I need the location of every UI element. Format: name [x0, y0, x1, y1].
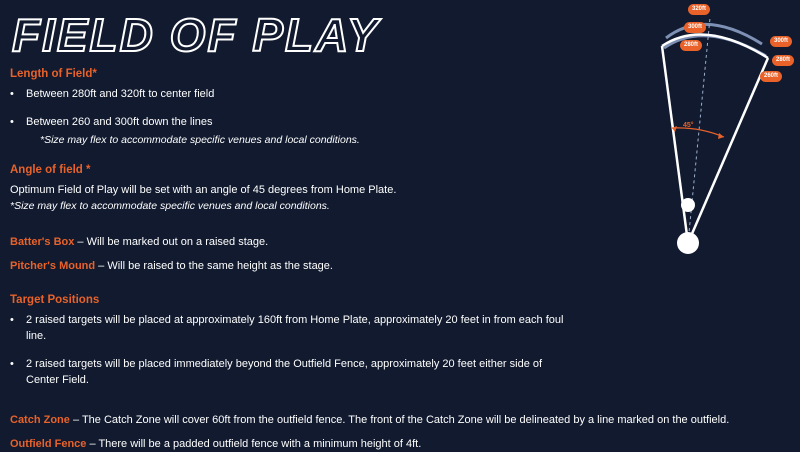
batters-box-label: Batter's Box	[10, 236, 75, 248]
list-item	[10, 86, 570, 102]
distance-tag: 280ft	[680, 40, 702, 51]
list-item	[10, 114, 570, 148]
list-item	[10, 356, 570, 388]
angle-of-field-paragraph: Optimum Field of Play will be set with an angle of 45 degrees from Home Plate.	[10, 184, 397, 196]
catch-zone-line	[10, 412, 790, 428]
angle-label: 45°	[683, 122, 694, 129]
pitchers-mound-line	[10, 258, 570, 274]
distance-tag: 300ft	[770, 36, 792, 47]
outfield-fence-arcs	[664, 24, 766, 56]
list-item	[10, 312, 570, 344]
bullet-note: *Size may flex to accommodate specific venues and local conditions.	[40, 134, 360, 146]
outfield-fence-text: – There will be a padded outfield fence with a minimum height of 4ft.	[86, 438, 422, 450]
bullet-icon: •	[10, 358, 14, 370]
bullet-text: Between 260 and 300ft down the lines	[26, 116, 213, 128]
distance-tag: 260ft	[760, 71, 782, 82]
distance-tag: 320ft	[688, 4, 710, 15]
catch-zone-label: Catch Zone	[10, 414, 70, 426]
distance-tag: 280ft	[772, 55, 794, 66]
field-diagram	[600, 0, 800, 300]
angle-of-field-note: *Size may flex to accommodate specific venues and local conditions.	[10, 200, 330, 212]
outfield-fence-label: Outfield Fence	[10, 438, 87, 450]
pitchers-mound-text: – Will be raised to the same height as the stage.	[95, 260, 333, 272]
bullet-icon: •	[10, 314, 14, 326]
angle-arc	[672, 128, 724, 137]
target-positions-heading: Target Positions	[10, 294, 100, 306]
catch-zone-text: – The Catch Zone will cover 60ft from the outfield fence. The front of the Catch Zone will be delineated by a line marked on the outfield.	[69, 414, 730, 426]
length-of-field-heading: Length of Field*	[10, 68, 97, 80]
bullet-icon: •	[10, 88, 14, 100]
batters-box-text: – Will be marked out on a raised stage.	[74, 236, 269, 248]
specifications-content	[10, 68, 730, 452]
page-title: FIELD OF PLAY	[12, 9, 380, 61]
batters-box-line	[10, 234, 570, 250]
angle-of-field-heading: Angle of field *	[10, 164, 91, 176]
pitchers-mound-label: Pitcher's Mound	[10, 260, 96, 272]
bullet-text: 2 raised targets will be placed at approximately 160ft from Home Plate, approximately 20 feet in from each foul line.	[26, 314, 564, 342]
foul-lines	[662, 46, 768, 243]
outfield-fence-line	[10, 436, 790, 452]
pitchers-mound-marker	[681, 198, 695, 212]
distance-tag: 300ft	[684, 22, 706, 33]
bullet-text: Between 280ft and 320ft to center field	[26, 88, 215, 100]
bullet-text: 2 raised targets will be placed immediately beyond the Outfield Fence, approximately 20 feet either side of Center Field.	[26, 358, 543, 386]
bullet-icon: •	[10, 116, 14, 128]
home-plate-marker	[677, 232, 699, 254]
